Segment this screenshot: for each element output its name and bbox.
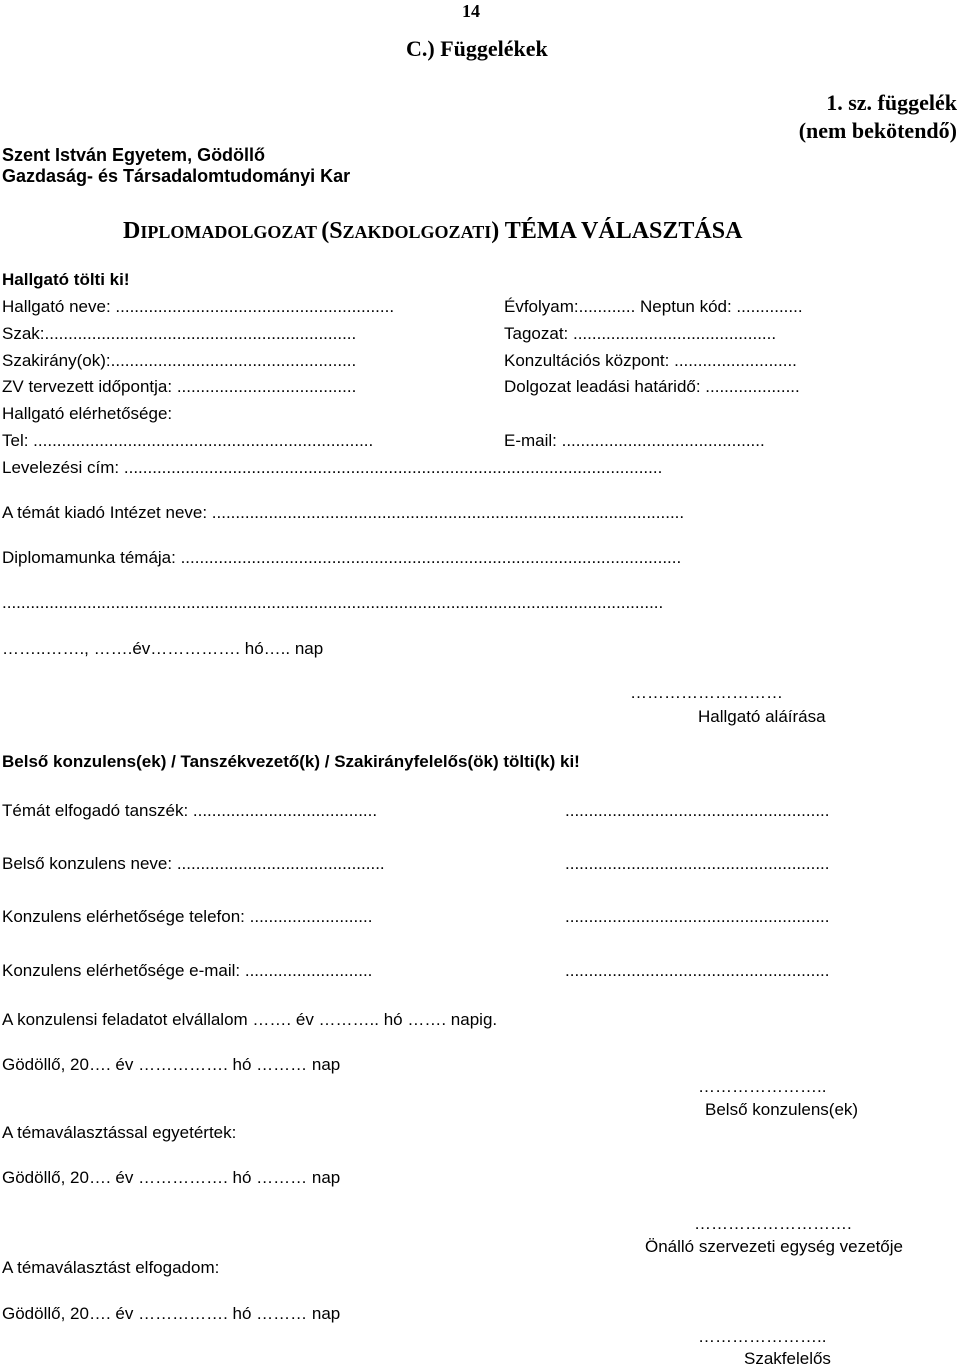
acceptance-final-statement: A témaválasztást elfogadom: (2, 1258, 220, 1277)
form-title-part: (S (321, 218, 343, 244)
date-line-unit-head[interactable]: Gödöllő, 20…. év ……………. hó ……… nap (2, 1168, 341, 1187)
supervisor-email-value-line[interactable]: ........................................................ (565, 961, 830, 980)
phone-field[interactable]: Tel: ........................................................................ (2, 431, 374, 450)
acceptance-statement[interactable]: A konzulensi feladatot elvállalom ……. év ……….. hó ……. napig. (2, 1010, 498, 1029)
contact-heading: Hallgató elérhetősége: (2, 404, 173, 423)
study-mode-field[interactable]: Tagozat: ........................................... (504, 324, 777, 343)
form-title-part: ZAKDOLGOZATI (342, 222, 492, 242)
supervisor-section-heading: Belső konzulens(ek) / Tanszékvezető(k) / Szakirányfelelős(ök) tölti(k) ki! (2, 752, 580, 771)
section-title: C.) Függelékek (406, 36, 548, 61)
year-neptun-field[interactable]: Évfolyam:............ Neptun kód: .............. (504, 297, 803, 316)
institute-field[interactable]: A témát kiadó Intézet neve: .................................................................................................... (2, 503, 685, 522)
consultation-center-field[interactable]: Konzultációs központ: .......................... (504, 351, 797, 370)
appendix-label-2: (nem bekötendő) (798, 118, 957, 143)
date-line-responsible[interactable]: Gödöllő, 20…. év ……………. hó ……… nap (2, 1304, 341, 1323)
supervisor-signature-line: ………………….. (698, 1077, 827, 1096)
student-signature-caption: Hallgató aláírása (698, 707, 826, 726)
responsible-signature-line: ………………….. (698, 1327, 827, 1346)
appendix-label-1: 1. sz. függelék (826, 90, 957, 115)
form-title (123, 219, 742, 243)
supervisor-phone-field[interactable]: Konzulens elérhetősége telefon: .......................... (2, 907, 373, 926)
agreement-statement: A témaválasztással egyetértek: (2, 1123, 237, 1142)
email-field[interactable]: E-mail: ........................................... (504, 431, 765, 450)
department-field[interactable]: Témát elfogadó tanszék: ....................................... (2, 801, 378, 820)
exam-date-field[interactable]: ZV tervezett időpontja: ...................................... (2, 377, 357, 396)
form-title-part: D (123, 218, 141, 244)
form-title-part: IPLOMADOLGOZAT (140, 222, 322, 242)
supervisor-name-value-line[interactable]: ........................................................ (565, 854, 830, 873)
unit-head-signature-line: ………………………. (694, 1214, 852, 1233)
date-line-supervisor[interactable]: Gödöllő, 20…. év ……………. hó ……… nap (2, 1055, 341, 1074)
supervisor-signature-caption: Belső konzulens(ek) (705, 1100, 859, 1119)
date-line[interactable]: ……..……., …….év……………. hó….. nap (2, 639, 324, 658)
university-name: Szent István Egyetem, Gödöllő (2, 145, 266, 165)
student-section-heading: Hallgató tölti ki! (2, 270, 130, 289)
supervisor-email-field[interactable]: Konzulens elérhetősége e-mail: ........................... (2, 961, 373, 980)
student-name-field[interactable]: Hallgató neve: ........................................................... (2, 297, 395, 316)
department-value-line[interactable]: ........................................................ (565, 801, 830, 820)
topic-continuation-field[interactable]: ............................................................................................................................................ (2, 593, 664, 612)
form-title-part: ) TÉMA VÁLASZTÁSA (491, 218, 743, 244)
major-field[interactable]: Szak:.................................................................. (2, 324, 357, 343)
supervisor-phone-value-line[interactable]: ........................................................ (565, 907, 830, 926)
supervisor-name-field[interactable]: Belső konzulens neve: ............................................ (2, 854, 385, 873)
faculty-name: Gazdaság- és Társadalomtudományi Kar (2, 166, 351, 186)
student-signature-line: ……………………… (630, 683, 783, 702)
page-number: 14 (462, 1, 480, 21)
responsible-signature-caption: Szakfelelős (744, 1349, 831, 1368)
specialization-field[interactable]: Szakirány(ok):.................................................... (2, 351, 357, 370)
submission-deadline-field[interactable]: Dolgozat leadási határidő: .................... (504, 377, 800, 396)
address-field[interactable]: Levelezési cím: .................................................................................................................. (2, 458, 663, 477)
topic-field[interactable]: Diplomamunka témája: .......................................................................................................... (2, 548, 682, 567)
unit-head-signature-caption: Önálló szervezeti egység vezetője (645, 1237, 903, 1256)
